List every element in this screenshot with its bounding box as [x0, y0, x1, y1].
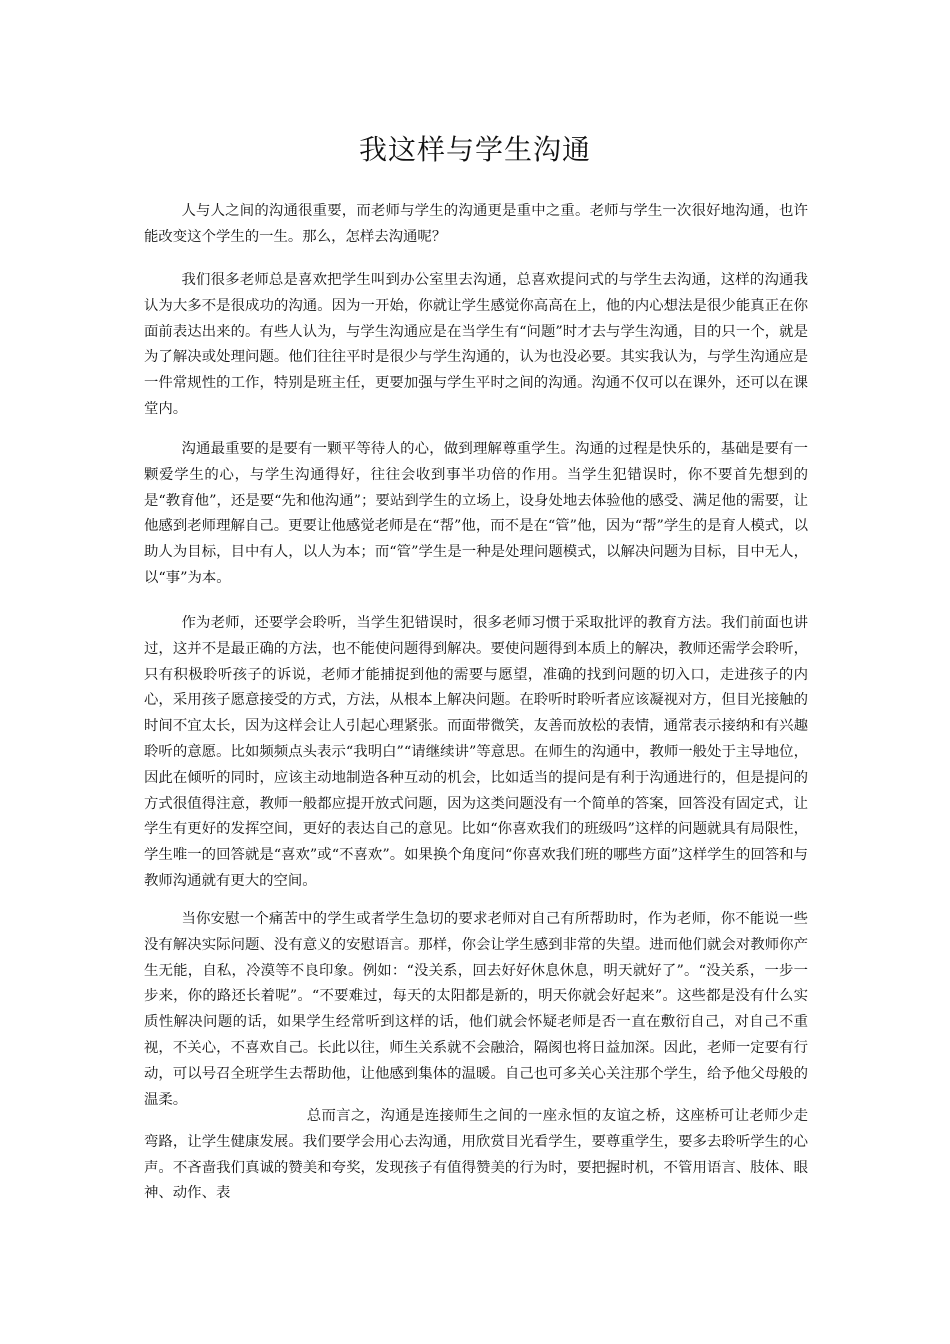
paragraph: 人与人之间的沟通很重要，而老师与学生的沟通更是重中之重。老师与学生一次很好地沟通，也许能改变这个学生的一生。那么，怎样去沟通呢？ — [144, 203, 808, 245]
paragraph: 我们很多老师总是喜欢把学生叫到办公室里去沟通，总喜欢提问式的与学生去沟通，这样的沟通我认为大多不是很成功的沟通。因为一开始，你就让学生感觉你高高在上，他的内心想法是很少能真正在你面前表达出来的。有些人认为，与学生沟通应是在当学生有“问题”时才去与学生沟通，目的只一个，就是为了解决或处理问题。他们往往平时是很少与学生沟通的，认为也没必要。其实我认为，与学生沟通应是一件常规性的工作，特别是班主任，更要加强与学生平时之间的沟通。沟通不仅可以在课外，还可以在课堂内。 — [144, 272, 808, 417]
paragraph: 沟通最重要的是要有一颗平等待人的心，做到理解尊重学生。沟通的过程是快乐的，基础是要有一颗爱学生的心，与学生沟通得好，往往会收到事半功倍的作用。当学生犯错误时，你不要首先想到的是“教育他”，还是要“先和他沟通”；要站到学生的立场上，设身处地去体验他的感受、满足他的需要，让他感到老师理解自己。更要让他感觉老师是在“帮”他，而不是在“管”他，因为“帮”学生的是育人模式，以助人为目标，目中有人，以人为本；而“管”学生是一种是处理问题模式，以解决问题为目标，目中无人，以“事”为本。 — [144, 441, 808, 586]
paragraph: 当你安慰一个痛苦中的学生或者学生急切的要求老师对自己有所帮助时，作为老师，你不能说一些没有解决实际问题、没有意义的安慰语言。那样，你会让学生感到非常的失望。进而他们就会对教师你产生无能，自私，冷漠等不良印象。例如：“没关系，回去好好休息休息，明天就好了”。“没关系，一步一步来，你的路还长着呢”。“不要难过，每天的太阳都是新的，明天你就会好起来”。这些都是没有什么实质性解决问题的话，如果学生经常听到这样的话，他们就会怀疑老师是否一直在敷衍自己，对自己不重视，不关心，不喜欢自己。长此以往，师生关系就不会融洽，隔阂也将日益加深。因此，老师一定要有行动，可以号召全班学生去帮助他，让他感到集体的温暖。自己也可多关心关注那个学生，给予他父母般的温柔。 — [144, 911, 808, 1108]
paragraph: 总而言之，沟通是连接师生之间的一座永恒的友谊之桥，这座桥可让老师少走弯路，让学生健康发展。我们要学会用心去沟通，用欣赏目光看学生，要尊重学生，要多去聆听学生的心声。不吝啬我们真诚的赞美和夸奖，发现孩子有值得赞美的行为时，要把握时机，不管用语言、肢体、眼神、动作、表 — [144, 1108, 808, 1202]
paragraph: 作为老师，还要学会聆听，当学生犯错误时，很多老师习惯于采取批评的教育方法。我们前面也讲过，这并不是最正确的方法，也不能使问题得到解决。要使问题得到本质上的解决，教师还需学会聆听，只有积极聆听孩子的诉说，老师才能捕捉到他的需要与愿望，准确的找到问题的切入口，走进孩子的内心，采用孩子愿意接受的方式，方法，从根本上解决问题。在聆听时聆听者应该凝视对方，但目光接触的时间不宜太长，因为这样会让人引起心理紧张。而面带微笑，友善而放松的表情，通常表示接纳和有兴趣聆听的意愿。比如频频点头表示“我明白”“请继续讲”等意思。在师生的沟通中，教师一般处于主导地位，因此在倾听的同时，应该主动地制造各种互动的机会，比如适当的提问是有利于沟通进行的，但是提问的方式很值得注意，教师一般都应提开放式问题，因为这类问题没有一个简单的答案，回答没有固定式，让学生有更好的发挥空间，更好的表达自己的意见。比如“你喜欢我们的班级吗”这样的问题就具有局限性，学生唯一的回答就是“喜欢”或“不喜欢”。如果换个角度问“你喜欢我们班的哪些方面”这样学生的回答和与教师沟通就有更大的空间。 — [144, 615, 808, 889]
document-title: 我这样与学生沟通 — [358, 133, 591, 166]
